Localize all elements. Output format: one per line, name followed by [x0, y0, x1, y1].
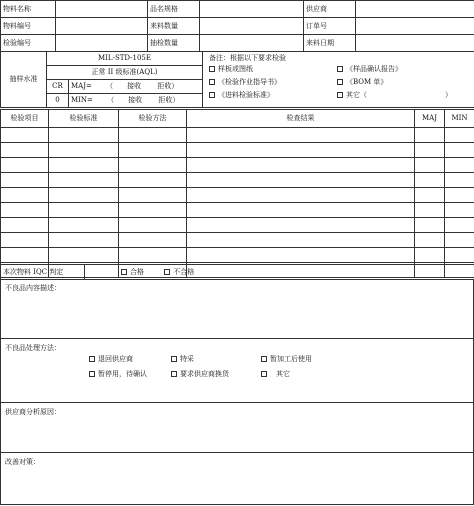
checkbox-icon — [121, 269, 127, 275]
header-info-table — [0, 0, 474, 52]
label-spec: 品名规格 — [148, 1, 200, 18]
checkbox-icon — [89, 356, 95, 362]
table-row — [1, 173, 474, 188]
note-other-close: ） — [445, 91, 452, 100]
handling-label: 不良品处理方法： — [5, 344, 61, 352]
value-material-name[interactable] — [56, 1, 148, 18]
label-incoming-date: 来料日期 — [304, 35, 356, 52]
value-incoming-qty[interactable] — [200, 18, 304, 35]
handling-special[interactable]: 特采 — [171, 354, 194, 364]
label-material-number: 物料编号 — [1, 18, 56, 35]
table-row — [1, 128, 474, 143]
judgement-table — [0, 264, 474, 280]
notes-title: 备注：根据以下要求检验 — [209, 54, 286, 62]
table-row — [1, 218, 474, 233]
handling-section — [0, 339, 474, 403]
col-method: 检验方法 — [119, 110, 187, 128]
note-item-drawing[interactable]: 样板或图纸 — [209, 65, 253, 73]
label-supplier: 供应商 — [304, 1, 356, 18]
col-maj: MAJ — [415, 110, 445, 128]
checkbox-icon — [261, 371, 267, 377]
notes-cell — [203, 52, 474, 108]
defect-description-label: 不良品内容描述： — [5, 284, 61, 292]
label-incoming-qty: 来料数量 — [148, 18, 200, 35]
table-row — [1, 188, 474, 203]
col-item: 检验项目 — [1, 110, 49, 128]
judgement-pass[interactable]: 合格 — [121, 268, 144, 276]
judgement-options — [85, 265, 474, 280]
sampling-standard: MIL-STD-105E — [47, 52, 203, 66]
sampling-level: 正常 II 级标准(AQL) — [47, 66, 203, 80]
note-item-sample-report[interactable]: 《样品确认报告》 — [337, 65, 402, 73]
value-inspection-number[interactable] — [56, 35, 148, 52]
sampling-level-label: 抽样水准 — [1, 52, 47, 108]
checkbox-icon — [209, 79, 215, 85]
checkbox-icon — [89, 371, 95, 377]
value-material-number[interactable] — [56, 18, 148, 35]
col-standard: 检验标准 — [49, 110, 119, 128]
maj-row: MAJ= （ 接收 拒收） — [69, 80, 203, 94]
checkbox-icon — [171, 371, 177, 377]
col-min: MIN — [445, 110, 474, 128]
value-sample-qty[interactable] — [200, 35, 304, 52]
judgement-fail[interactable]: 不合格 — [164, 268, 194, 276]
judgement-label: 本次物料 IQC 判定 — [1, 265, 85, 280]
value-incoming-date[interactable] — [356, 35, 474, 52]
checkbox-icon — [164, 269, 170, 275]
label-inspection-number: 检验编号 — [1, 35, 56, 52]
checkbox-icon — [171, 356, 177, 362]
sampling-table — [0, 51, 474, 108]
checkbox-icon — [209, 92, 215, 98]
supplier-analysis-label: 供应商分析原因： — [5, 408, 61, 416]
checkbox-icon — [337, 66, 343, 72]
cr-label: CR — [47, 80, 69, 94]
checkbox-icon — [337, 92, 343, 98]
col-result: 检查结果 — [187, 110, 415, 128]
value-supplier[interactable] — [356, 1, 474, 18]
handling-pause[interactable]: 暂停用，待确认 — [89, 369, 147, 379]
handling-replace[interactable]: 要求供应商换货 — [171, 369, 229, 379]
zero-label: 0 — [47, 94, 69, 108]
handling-other[interactable]: 其它 — [261, 369, 290, 379]
value-spec[interactable] — [200, 1, 304, 18]
checkbox-icon — [337, 79, 343, 85]
defect-description-section[interactable] — [0, 279, 474, 339]
label-sample-qty: 抽检数量 — [148, 35, 200, 52]
table-row — [1, 203, 474, 218]
improvement-section[interactable] — [0, 453, 474, 505]
note-item-standard[interactable]: 《进料检验标准》 — [209, 91, 274, 99]
table-row — [1, 158, 474, 173]
label-order-number: 订单号 — [304, 18, 356, 35]
table-row — [1, 233, 474, 248]
handling-process[interactable]: 暂加工后使用 — [261, 354, 312, 364]
handling-return[interactable]: 退回供应商 — [89, 354, 133, 364]
improvement-label: 改善对策： — [5, 458, 40, 466]
note-item-guide[interactable]: 《检验作业指导书》 — [209, 78, 281, 86]
min-row: MIN= （ 接收 拒收） — [69, 94, 203, 108]
table-row — [1, 143, 474, 158]
checkbox-icon — [209, 66, 215, 72]
inspection-table — [0, 109, 474, 278]
note-item-other[interactable]: 其它（ — [337, 91, 367, 99]
checkbox-icon — [261, 356, 267, 362]
table-row — [1, 248, 474, 263]
value-order-number[interactable] — [356, 18, 474, 35]
label-material-name: 物料名称 — [1, 1, 56, 18]
supplier-analysis-section[interactable] — [0, 403, 474, 453]
note-item-bom[interactable]: 《BOM 单》 — [337, 78, 387, 86]
